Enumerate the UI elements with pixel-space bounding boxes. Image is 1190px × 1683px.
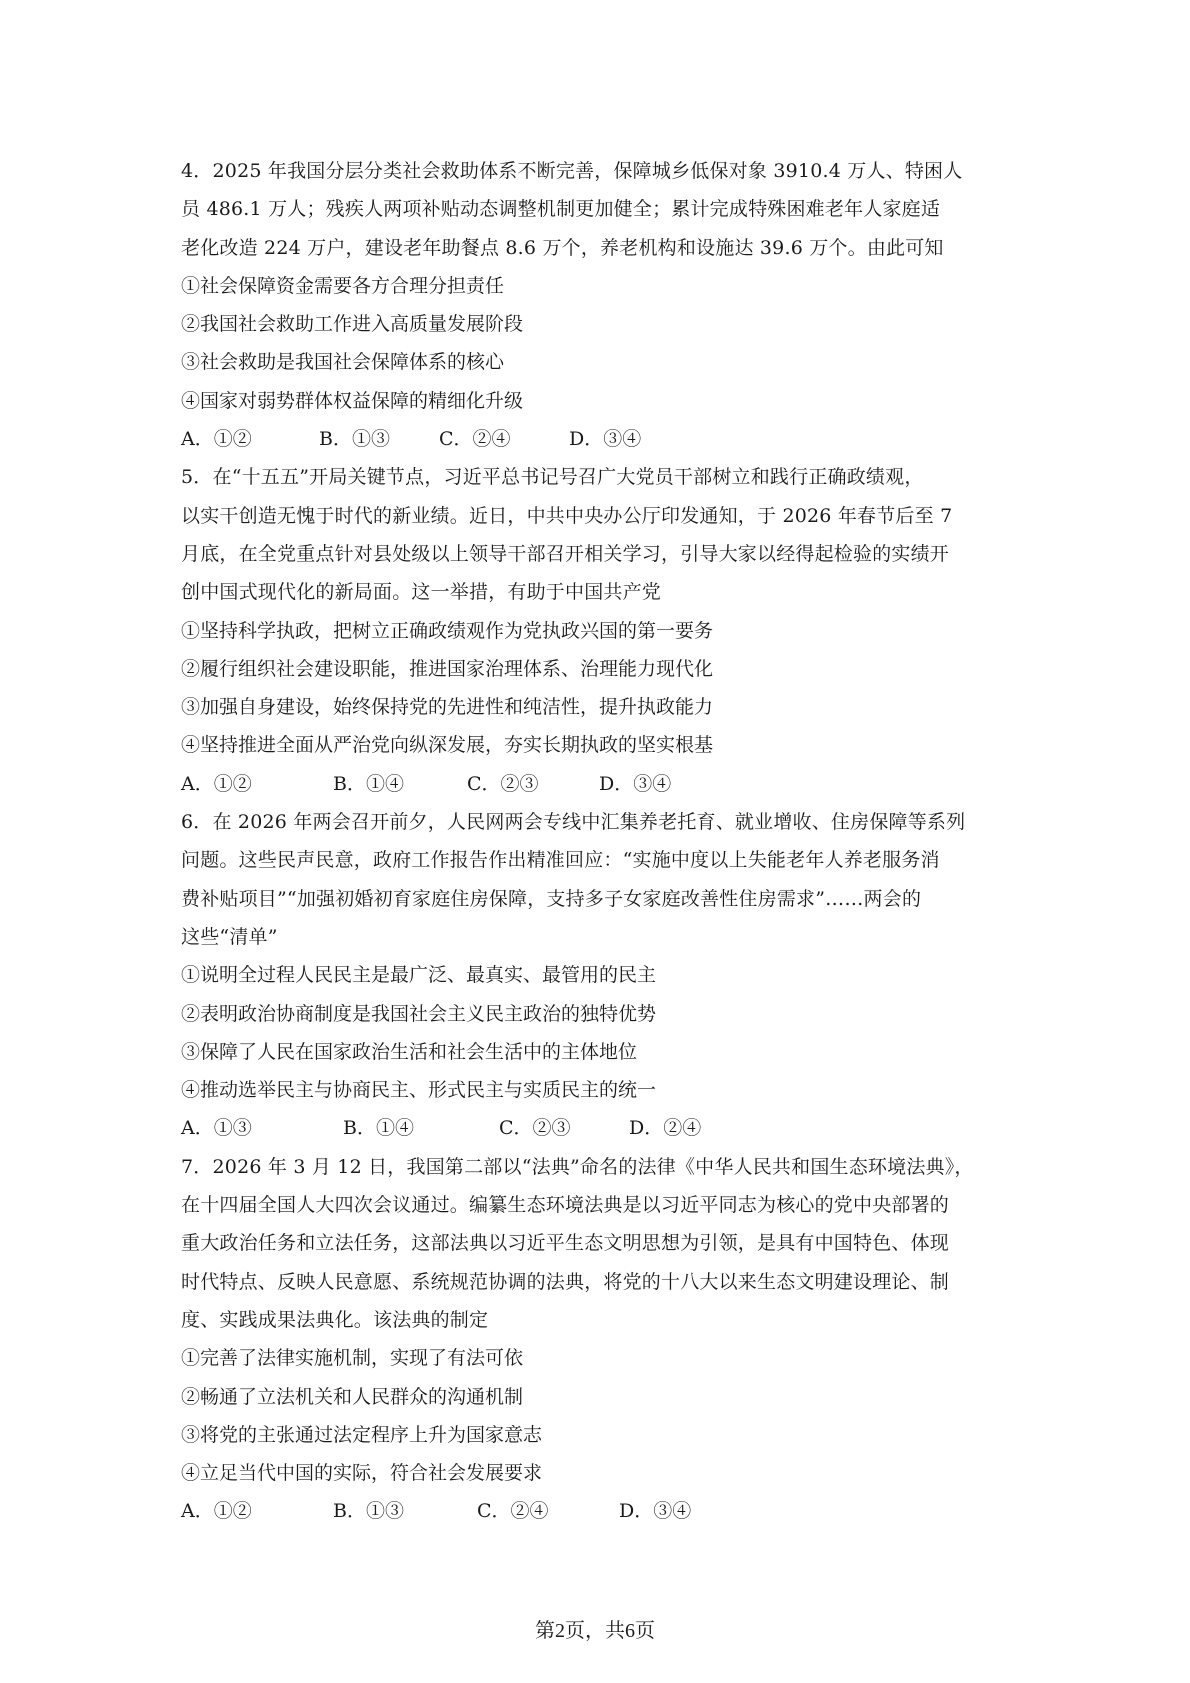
choice-d: D．②④ [629, 1117, 702, 1140]
statement-option: ③将党的主张通过法定程序上升为国家意志 [181, 1423, 543, 1446]
question-stem-line: 7．2026 年 3 月 12 日，我国第二部以“法典”命名的法律《中华人民共和国生态环境法典》， [181, 1155, 974, 1178]
statement-option: ③保障了人民在国家政治生活和社会生活中的主体地位 [181, 1040, 638, 1063]
choice-a: A．①② [181, 772, 252, 795]
choice-c: C．②③ [499, 1117, 571, 1140]
question-stem-line: 员 486.1 万人；残疾人两项补贴动态调整机制更加健全；累计完成特殊困难老年人家庭适 [181, 198, 941, 221]
question-stem-line: 费补贴项目”“加强初婚初育家庭住房保障，支持多子女家庭改善性住房需求”……两会的 [181, 887, 922, 910]
statement-option: ①说明全过程人民民主是最广泛、最真实、最管用的民主 [181, 964, 657, 987]
answer-choices [181, 420, 1021, 458]
question-stem-line: 创中国式现代化的新局面。这一举措，有助于中国共产党 [181, 581, 662, 604]
question-6 [181, 803, 1021, 1148]
question-stem-line: 问题。这些民声民意，政府工作报告作出精准回应：“实施中度以上失能老年人养老服务消 [181, 849, 940, 872]
question-5 [181, 458, 1021, 803]
statement-option: ②畅通了立法机关和人民群众的沟通机制 [181, 1385, 524, 1408]
choice-c: C．②④ [439, 428, 511, 451]
question-stem-line: 6．在 2026 年两会召开前夕，人民网两会专线中汇集养老托育、就业增收、住房保障等系列 [181, 811, 966, 834]
choice-d: D．③④ [569, 428, 642, 451]
statement-option: ②表明政治协商制度是我国社会主义民主政治的独特优势 [181, 1002, 657, 1025]
choice-c: C．②④ [477, 1500, 549, 1523]
statement-option: ②履行组织社会建设职能，推进国家治理体系、治理能力现代化 [181, 657, 714, 680]
statement-option: ①完善了法律实施机制，实现了有法可依 [181, 1347, 524, 1370]
page-number-footer: 第2页，共6页 [535, 1620, 655, 1642]
statement-option: ④国家对弱势群体权益保障的精细化升级 [181, 389, 524, 412]
question-stem-line: 重大政治任务和立法任务，这部法典以习近平生态文明思想为引领，是具有中国特色、体现 [181, 1232, 950, 1255]
question-stem-line: 月底，在全党重点针对县处级以上领导干部召开相关学习，引导大家以经得起检验的实绩开 [181, 542, 950, 565]
choice-a: A．①② [181, 428, 252, 451]
question-stem-line: 以实干创造无愧于时代的新业绩。近日，中共中央办公厅印发通知，于 2026 年春节后至 7 [181, 504, 953, 527]
question-stem-line: 5．在“十五五”开局关键节点，习近平总书记号召广大党员干部树立和践行正确政绩观， [181, 466, 924, 489]
choice-a: A．①② [181, 1500, 252, 1523]
statement-option: ①社会保障资金需要各方合理分担责任 [181, 274, 505, 297]
statement-option: ③加强自身建设，始终保持党的先进性和纯洁性，提升执政能力 [181, 696, 714, 719]
choice-d: D．③④ [619, 1500, 692, 1523]
statement-option: ④立足当代中国的实际，符合社会发展要求 [181, 1462, 543, 1485]
choice-b: B．①④ [343, 1117, 414, 1140]
answer-choices [181, 1492, 1021, 1530]
statement-option: ④推动选举民主与协商民主、形式民主与实质民主的统一 [181, 1079, 657, 1102]
answer-choices [181, 1109, 1021, 1147]
question-stem-line: 度、实践成果法典化。该法典的制定 [181, 1308, 489, 1331]
statement-option: ④坚持推进全面从严治党向纵深发展，夯实长期执政的坚实根基 [181, 734, 714, 757]
question-4 [181, 152, 1021, 458]
choice-c: C．②③ [467, 772, 539, 795]
question-7 [181, 1148, 1021, 1531]
document-body [181, 152, 1021, 1531]
answer-choices [181, 765, 1021, 803]
statement-option: ③社会救助是我国社会保障体系的核心 [181, 351, 505, 374]
statement-option: ①坚持科学执政，把树立正确政绩观作为党执政兴国的第一要务 [181, 619, 714, 642]
question-stem-line: 这些“清单” [181, 925, 278, 948]
choice-a: A．①③ [181, 1117, 252, 1140]
choice-b: B．①③ [319, 428, 390, 451]
question-stem-line: 时代特点、反映人民意愿、系统规范协调的法典，将党的十八大以来生态文明建设理论、制 [181, 1270, 950, 1293]
choice-b: B．①③ [333, 1500, 404, 1523]
statement-option: ②我国社会救助工作进入高质量发展阶段 [181, 313, 524, 336]
question-stem-line: 老化改造 224 万户，建设老年助餐点 8.6 万个，养老机构和设施达 39.6 万个。由此可知 [181, 236, 944, 259]
question-stem-line: 在十四届全国人大四次会议通过。编纂生态环境法典是以习近平同志为核心的党中央部署的 [181, 1194, 950, 1217]
choice-b: B．①④ [333, 772, 404, 795]
choice-d: D．③④ [599, 772, 672, 795]
question-stem-line: 4．2025 年我国分层分类社会救助体系不断完善，保障城乡低保对象 3910.4 万人、特困人 [181, 160, 963, 182]
